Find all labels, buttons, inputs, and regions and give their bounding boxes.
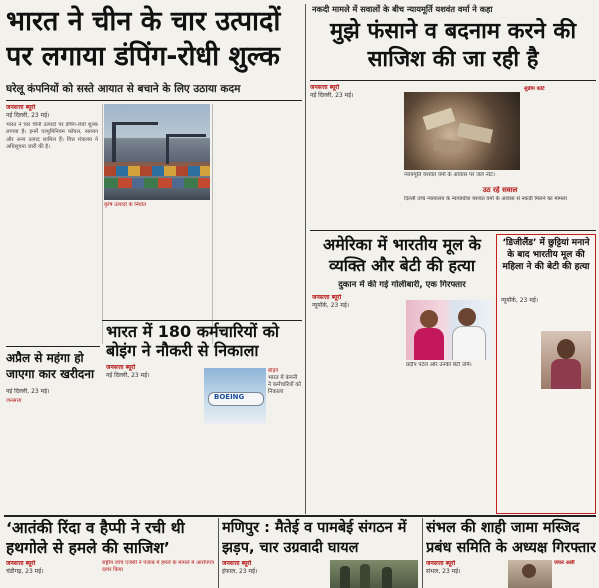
usa-body <box>312 312 402 512</box>
sambhal-side <box>554 560 596 588</box>
inflation-inset: जनसत्ता <box>6 398 22 404</box>
judge-side-tag: सुप्रीम कोर्ट <box>524 86 545 92</box>
divider <box>212 104 213 344</box>
sambhal-photo <box>508 560 552 588</box>
divider <box>6 346 100 347</box>
boeing-byline: जनसत्ता ब्यूरो नई दिल्ली, 23 मई। <box>106 364 150 379</box>
boeing-aircraft-photo <box>204 368 266 424</box>
usa-boxed-story <box>496 234 596 514</box>
father-daughter-photo <box>406 300 492 360</box>
burnt-notes-photo <box>404 92 520 170</box>
boeing-body <box>106 382 200 514</box>
sambhal-side-tag: जफर अली <box>554 560 575 566</box>
sambhal-byline: जनसत्ता ब्यूरो संभल, 23 मई। <box>426 560 461 575</box>
judge-highlight: दिल्ली उच्च न्यायालय के न्यायाधीश यशवंत वर्मा के आवास से नकदी मिलने का मामला <box>404 196 568 202</box>
boeing-body-2 <box>204 430 302 514</box>
usa-box-dateline: न्यूयॉर्क, 23 मई। <box>501 297 539 304</box>
divider <box>6 100 302 101</box>
boeing-caption: बोइंग भारत में कंपनी ने कर्मचारियों को निकाला <box>268 368 301 395</box>
usa-box-headline: ‘डिजीलैंड’ में छुट्टियां मनाने के बाद भारतीय मूल की महिला ने की बेटी की हत्या <box>502 238 590 272</box>
divider <box>310 80 596 81</box>
inflation-body <box>6 398 100 514</box>
boeing-logo: BOEING <box>214 393 245 401</box>
boeing-headline: भारत में 180 कर्मचारियों को बोइंग ने नौकरी से निकाला <box>106 322 280 360</box>
china-headline: भारत ने चीन के चार उत्पादों पर लगाया डंपिंग-रोधी शुल्क <box>6 6 281 72</box>
divider <box>102 320 302 321</box>
judge-body <box>310 102 400 226</box>
tahawwur-headline: ‘आतंकी रिंदा व हैप्पी ने रची थी हथगोले से हमले की साजिश’ <box>6 519 185 557</box>
judge-kicker: नकदी मामले में सवालों के बीच न्यायमूर्ति यशवंत वर्मा ने कहा <box>312 4 493 14</box>
divider <box>4 515 596 517</box>
divider <box>310 230 596 231</box>
usa-subheadline: दुकान में की गई गोलीबारी, एक गिरफ्तार <box>338 280 466 290</box>
usa-body-2 <box>406 374 492 512</box>
divider <box>422 518 423 588</box>
china-body-text: भारत ने चार चीनी उत्पादों पर डंपिंग-रोधी शुल्क लगाया है। इनमें एल्युमिनियम फॉयल, रसायन और अन्य उत्पाद शामिल हैं। वित्त मंत्रालय ने अधिसूचना जारी की है। <box>6 122 98 151</box>
manipur-photo <box>330 560 418 588</box>
divider <box>305 4 306 514</box>
inflation-dateline: नई दिल्ली, 23 मई। <box>6 388 50 395</box>
inflation-headline: अप्रैल से महंगा हो जाएगा कार खरीदना <box>6 351 95 381</box>
judge-side-column <box>524 86 596 210</box>
usa-photo-caption: प्रदीप पटेल और उनकी बेटी उर्मि। <box>406 362 472 368</box>
judge-byline: जनसत्ता ब्यूरो नई दिल्ली, 23 मई। <box>310 84 354 99</box>
divider <box>102 104 103 344</box>
judge-section-label: उठ रहे सवाल <box>482 186 518 194</box>
china-photo-caption-text <box>104 202 210 342</box>
port-containers-photo <box>104 104 210 200</box>
china-byline: जनसत्ता ब्यूरो नई दिल्ली, 23 मई। <box>6 104 50 119</box>
china-inset-text: कृषि उत्पादों के निर्यात <box>104 202 147 208</box>
tahawwur-byline: जनसत्ता ब्यूरो चंडीगढ़, 23 मई। <box>6 560 44 575</box>
china-column-3 <box>214 104 302 344</box>
manipur-headline: मणिपुर : मैतेई व पामबेई संगठन में झड़प, चार उग्रवादी घायल <box>222 520 407 556</box>
divider <box>218 518 219 588</box>
judge-headline: मुझे फंसाने व बदनाम करने की साजिश की जा रही है <box>329 19 577 72</box>
manipur-byline: जनसत्ता ब्यूरो इंफाल, 23 मई। <box>222 560 258 575</box>
judge-photo-caption: न्यायमूर्ति यशवंत वर्मा के आवास पर जले नोट। <box>404 172 495 178</box>
china-subheadline: घरेलू कंपनियों को सस्ते आयात से बचाने के लिए उठाया कदम <box>6 83 241 95</box>
usa-byline: जनसत्ता ब्यूरो न्यूयॉर्क, 23 मई। <box>312 294 350 309</box>
woman-portrait-photo <box>541 331 591 389</box>
tahawwur-highlight: राष्ट्रीय जांच एजंसी ने पंजाब में हमले के मामले में आरोपपत्र दायर किया <box>102 560 214 574</box>
sambhal-headline: संभल की शाही जामा मस्जिद प्रबंध समिति के अध्यक्ष गिरफ्तार <box>426 520 596 556</box>
usa-headline: अमेरिका में भारतीय मूल के व्यक्ति और बेटी की हत्या <box>323 235 481 275</box>
